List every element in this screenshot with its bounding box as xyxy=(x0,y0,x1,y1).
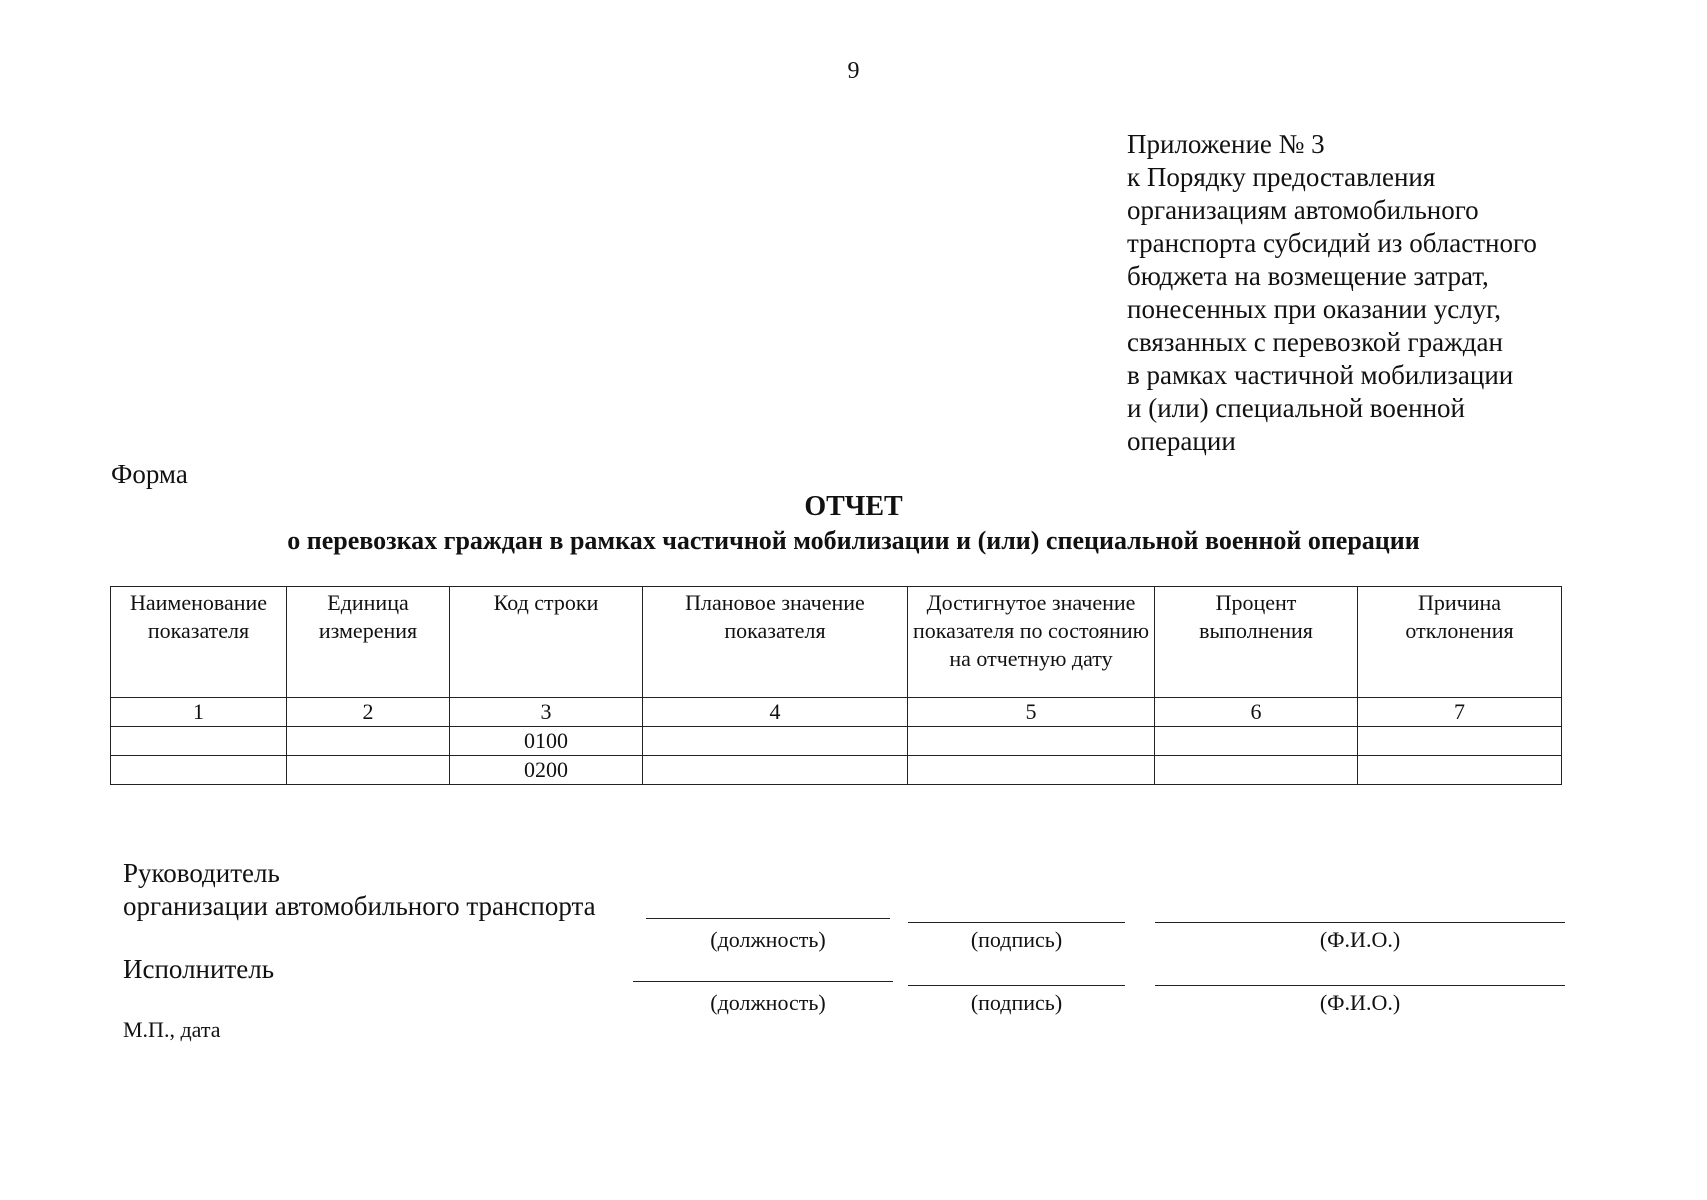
header-cell-completion-percent: Процент выполнения xyxy=(1155,587,1358,698)
column-number: 3 xyxy=(450,698,643,727)
report-subtitle: о перевозках граждан в рамках частичной мобилизации и (или) специальной военной операции xyxy=(287,526,1420,555)
column-number: 6 xyxy=(1155,698,1358,727)
head-signature-line[interactable] xyxy=(908,922,1125,923)
executor-signature-line[interactable] xyxy=(908,985,1125,986)
table-cell[interactable] xyxy=(908,727,1155,756)
table-cell-row-code: 0100 xyxy=(450,727,643,756)
head-position-caption: (должность) xyxy=(710,927,826,952)
head-organization: организации автомобильного транспорта xyxy=(123,891,596,921)
column-number: 7 xyxy=(1358,698,1562,727)
header-cell-planned-value: Плановое значение показателя xyxy=(643,587,908,698)
head-name-line[interactable] xyxy=(1155,922,1565,923)
header-cell-indicator-name: Наименование показателя xyxy=(111,587,287,698)
table-row xyxy=(111,727,1562,756)
table-cell[interactable] xyxy=(111,727,287,756)
table-cell[interactable] xyxy=(908,756,1155,785)
appendix-line: к Порядку предоставления xyxy=(1127,162,1436,192)
executor-name-line[interactable] xyxy=(1155,985,1565,986)
table-cell[interactable] xyxy=(111,756,287,785)
table-cell[interactable] xyxy=(1358,727,1562,756)
head-name-caption: (Ф.И.О.) xyxy=(1319,927,1401,952)
stamp-date-label: М.П., дата xyxy=(123,1017,221,1042)
table-cell-row-code: 0200 xyxy=(450,756,643,785)
header-cell-row-code: Код строки xyxy=(450,587,643,698)
table-cell[interactable] xyxy=(1358,756,1562,785)
report-title: ОТЧЕТ xyxy=(804,491,903,522)
appendix-line: бюджета на возмещение затрат, xyxy=(1127,261,1489,291)
report-table xyxy=(110,586,1562,785)
column-number: 1 xyxy=(111,698,287,727)
header-cell-unit: Единица измерения xyxy=(287,587,450,698)
executor-name-caption: (Ф.И.О.) xyxy=(1319,990,1401,1015)
executor-position-line[interactable] xyxy=(633,981,893,982)
column-number: 4 xyxy=(643,698,908,727)
head-title: Руководитель xyxy=(123,858,280,888)
appendix-line: и (или) специальной военной xyxy=(1127,393,1466,423)
appendix-line: в рамках частичной мобилизации xyxy=(1127,360,1514,390)
appendix-line: понесенных при оказании услуг, xyxy=(1127,294,1501,324)
column-number: 2 xyxy=(287,698,450,727)
header-cell-deviation-reason: Причина отклонения xyxy=(1358,587,1562,698)
head-position-line[interactable] xyxy=(646,918,890,919)
appendix-line: Приложение № 3 xyxy=(1127,129,1325,159)
head-signature-caption: (подпись) xyxy=(970,927,1063,952)
page-number: 9 xyxy=(847,58,860,84)
table-row xyxy=(111,756,1562,785)
form-label: Форма xyxy=(111,459,188,489)
table-cell[interactable] xyxy=(1155,756,1358,785)
appendix-line: операции xyxy=(1127,426,1236,456)
executor-position-caption: (должность) xyxy=(710,990,826,1015)
column-number-row xyxy=(111,698,1562,727)
appendix-line: организациям автомобильного xyxy=(1127,195,1479,225)
header-cell-achieved-value: Достигнутое значение показателя по состоянию на отчетную дату xyxy=(908,587,1155,698)
executor-title: Исполнитель xyxy=(123,954,275,984)
table-cell[interactable] xyxy=(1155,727,1358,756)
appendix-block xyxy=(1127,128,1687,458)
table-cell[interactable] xyxy=(287,727,450,756)
appendix-line: транспорта субсидий из областного xyxy=(1127,228,1537,258)
table-cell[interactable] xyxy=(643,756,908,785)
appendix-line: связанных с перевозкой граждан xyxy=(1127,327,1503,357)
table-cell[interactable] xyxy=(643,727,908,756)
executor-signature-caption: (подпись) xyxy=(970,990,1063,1015)
table-cell[interactable] xyxy=(287,756,450,785)
column-number: 5 xyxy=(908,698,1155,727)
table-header-row xyxy=(111,587,1562,698)
